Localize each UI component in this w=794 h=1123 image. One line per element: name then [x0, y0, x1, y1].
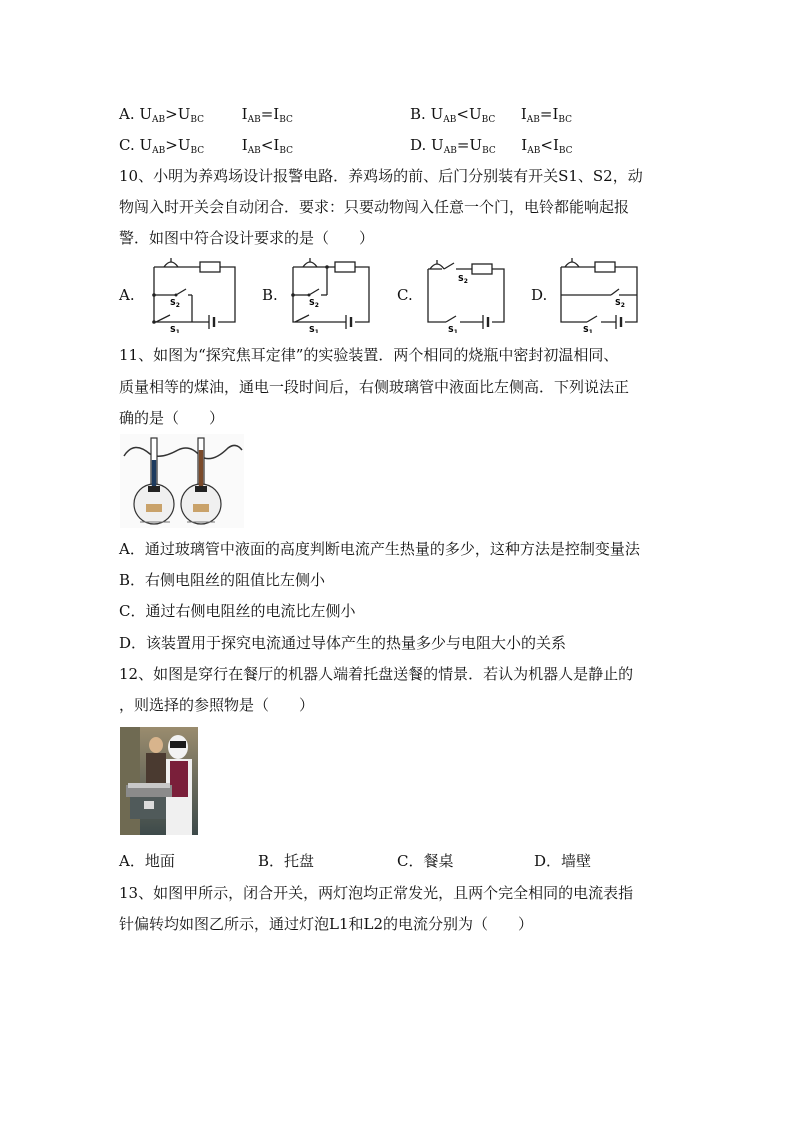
q12-stem-line-2: ，则选择的参照物是（ ） — [119, 696, 315, 714]
q10-stem-line-1: 10、小明为养鸡场设计报警电路．养鸡场的前、后门分别装有开关S1、S2，动 — [119, 167, 643, 185]
q10-a-s1-label: $S_1$ — [170, 325, 180, 333]
q11-option-d: D．该装置用于探究电流通过导体产生的热量多少与电阻大小的关系 — [119, 634, 567, 652]
q10-c-s2-label: $S_2$ — [458, 274, 468, 285]
q9-option-c: C. $U_{AB}>U_{BC}$ $I_{AB}<I_{BC}$ — [119, 136, 293, 156]
q10-b-s1-label: $S_1$ — [309, 325, 319, 333]
q11-stem-line-3: 确的是（ ） — [119, 409, 225, 427]
q10-stem-line-2: 物闯入时开关会自动闭合．要求：只要动物闯入任意一个门，电铃都能响起报 — [119, 198, 630, 216]
q10-a-s2-label: $S_2$ — [170, 298, 180, 309]
q10-b-s2-label: $S_2$ — [309, 298, 319, 309]
q10-d-s2-label: $S_2$ — [615, 298, 625, 309]
q11-joule-apparatus-figure — [120, 434, 244, 528]
q12-option-c: C．餐桌 — [397, 852, 454, 870]
q10-circuit-a — [140, 255, 240, 333]
q11-option-c: C．通过右侧电阻丝的电流比左侧小 — [119, 602, 356, 620]
q12-stem-line-1: 12、如图是穿行在餐厅的机器人端着托盘送餐的情景．若认为机器人是静止的 — [119, 665, 634, 683]
q9-option-a: A. $U_{AB}>U_{BC}$ $I_{AB}=I_{BC}$ — [119, 105, 293, 125]
q13-stem-line-1: 13、如图甲所示，闭合开关，两灯泡均正常发光，且两个完全相同的电流表指 — [119, 884, 634, 902]
q11-stem-line-2: 质量相等的煤油，通电一段时间后，右侧玻璃管中液面比左侧高．下列说法正 — [119, 378, 630, 396]
q10-option-a-label: A. — [119, 286, 135, 304]
q9-option-d: D. $U_{AB}=U_{BC}$ $I_{AB}<I_{BC}$ — [410, 136, 573, 156]
q10-option-b-label: B. — [262, 286, 278, 304]
q12-option-b: B．托盘 — [258, 852, 315, 870]
q12-option-a: A．地面 — [119, 852, 175, 870]
q11-stem-line-1: 11、如图为“探究焦耳定律”的实验装置．两个相同的烧瓶中密封初温相同、 — [119, 346, 619, 364]
q12-option-d: D．墙壁 — [534, 852, 592, 870]
q11-option-a: A．通过玻璃管中液面的高度判断电流产生热量的多少，这种方法是控制变量法 — [119, 540, 640, 558]
q12-robot-waiter-photo — [120, 727, 198, 835]
q10-stem-line-3: 警．如图中符合设计要求的是（ ） — [119, 229, 375, 247]
q10-option-c-label: C. — [397, 286, 413, 304]
q11-option-b: B．右侧电阻丝的阻值比左侧小 — [119, 571, 326, 589]
q10-circuit-d — [553, 255, 643, 333]
q10-c-s1-label: $S_1$ — [448, 325, 458, 333]
q9-option-b: B. $U_{AB}<U_{BC}$ $I_{AB}=I_{BC}$ — [410, 105, 573, 125]
q10-circuit-b — [283, 255, 383, 333]
q13-stem-line-2: 针偏转均如图乙所示，通过灯泡L1和L2的电流分别为（ ） — [119, 915, 534, 933]
q10-option-d-label: D. — [531, 286, 548, 304]
q10-circuit-c — [420, 255, 510, 333]
q10-d-s1-label: $S_1$ — [583, 325, 593, 333]
